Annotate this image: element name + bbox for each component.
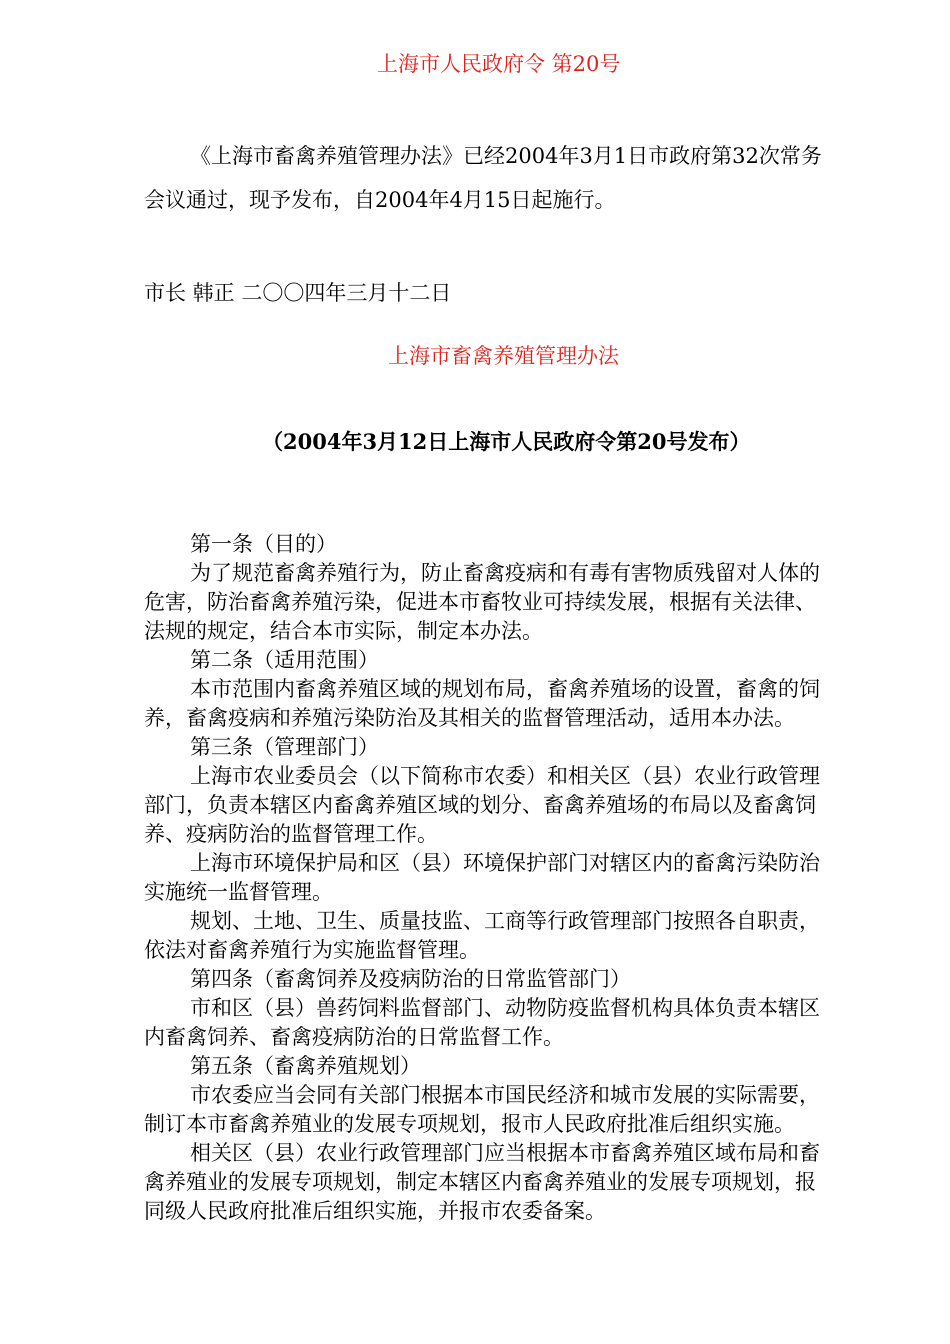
body-line: 内畜禽饲养、畜禽疫病防治的日常监督工作。 [144, 1025, 564, 1049]
body-line: 本市范围内畜禽养殖区域的规划布局，畜禽养殖场的设置，畜禽的饲 [190, 677, 820, 701]
body-line: 实施统一监督管理。 [144, 880, 333, 904]
decree-title: 上海市人民政府令 第20号 [377, 52, 621, 76]
body-line: 市农委应当会同有关部门根据本市国民经济和城市发展的实际需要， [190, 1083, 820, 1107]
article-1-heading: 第一条（目的） [190, 532, 337, 556]
body-line: 法规的规定，结合本市实际，制定本办法。 [144, 619, 543, 643]
body-line: 为了规范畜禽养殖行为，防止畜禽疫病和有毒有害物质残留对人体的 [190, 561, 820, 585]
body-line: 相关区（县）农业行政管理部门应当根据本市畜禽养殖区域布局和畜 [190, 1141, 820, 1165]
body-line: 上海市农业委员会（以下简称市农委）和相关区（县）农业行政管理 [190, 764, 820, 788]
article-2-heading: 第二条（适用范围） [190, 648, 379, 672]
announcement-line: 《上海市畜禽养殖管理办法》已经2004年3月1日市政府第32次常务 [190, 144, 822, 168]
signature: 市长 韩正 二〇〇四年三月十二日 [144, 281, 452, 305]
body-line: 部门，负责本辖区内畜禽养殖区域的划分、畜禽养殖场的布局以及畜禽饲 [144, 793, 816, 817]
body-line: 危害，防治畜禽养殖污染，促进本市畜牧业可持续发展，根据有关法律、 [144, 590, 816, 614]
body-line: 养、疫病防治的监督管理工作。 [144, 822, 438, 846]
body-line: 制订本市畜禽养殖业的发展专项规划，报市人民政府批准后组织实施。 [144, 1112, 795, 1136]
article-3-heading: 第三条（管理部门） [190, 735, 379, 759]
article-4-heading: 第四条（畜禽饲养及疫病防治的日常监管部门） [190, 967, 631, 991]
body-line: 养，畜禽疫病和养殖污染防治及其相关的监督管理活动，适用本办法。 [144, 706, 795, 730]
regulation-title: 上海市畜禽养殖管理办法 [388, 344, 619, 368]
body-line: 上海市环境保护局和区（县）环境保护部门对辖区内的畜禽污染防治 [190, 851, 820, 875]
body-line: 禽养殖业的发展专项规划，制定本辖区内畜禽养殖业的发展专项规划，报 [144, 1170, 816, 1194]
announcement-line: 会议通过，现予发布，自2004年4月15日起施行。 [144, 188, 616, 212]
regulation-subtitle: （2004年3月12日上海市人民政府令第20号发布） [262, 429, 751, 454]
body-line: 同级人民政府批准后组织实施，并报市农委备案。 [144, 1199, 606, 1223]
body-line: 依法对畜禽养殖行为实施监督管理。 [144, 938, 480, 962]
body-line: 规划、土地、卫生、质量技监、工商等行政管理部门按照各自职责， [190, 909, 820, 933]
body-line: 市和区（县）兽药饲料监督部门、动物防疫监督机构具体负责本辖区 [190, 996, 820, 1020]
article-5-heading: 第五条（畜禽养殖规划） [190, 1054, 421, 1078]
